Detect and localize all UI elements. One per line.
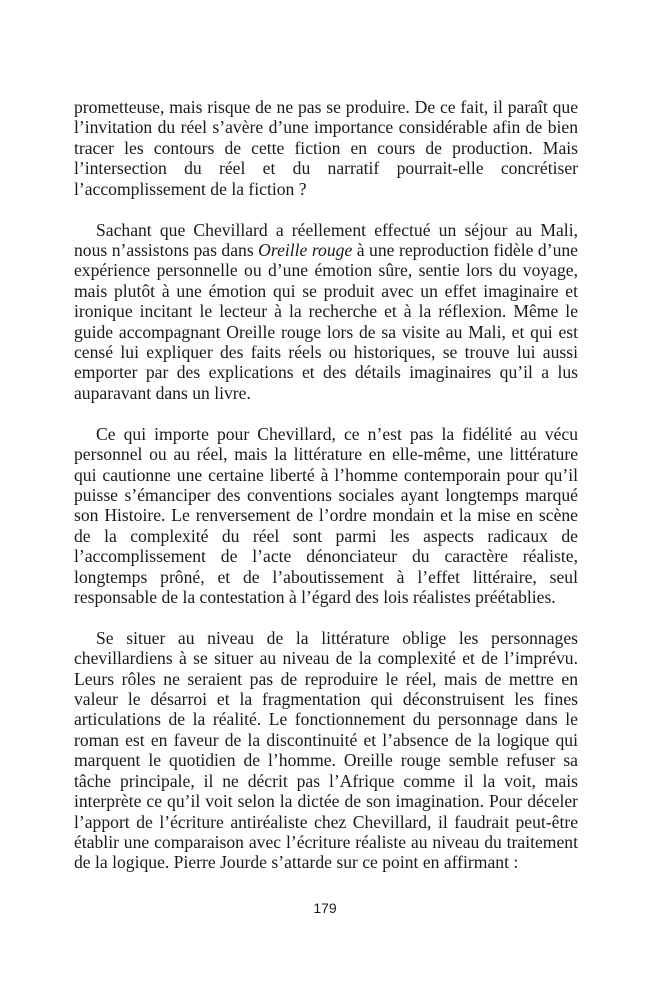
paragraph-1-text: prometteuse, mais risque de ne pas se produire. De ce fait, il paraît que l’invitation du réel s’avère d’une importance considérable afin de bien tracer les contours de cette fiction en cours de production. Mais l’intersection du réel et du narratif pourrait-elle concrétiser l’accomplissement de la fiction ? [74, 97, 578, 199]
page-body [74, 97, 578, 873]
paragraph-2-text-a: Sachant que Chevillard a réellement effectué un séjour au Mali, nous n’assistons pas dans [74, 219, 578, 260]
paragraph-3 [74, 424, 578, 608]
paragraph-4 [74, 628, 578, 873]
page-number: 179 [313, 900, 337, 916]
paragraph-1 [74, 97, 578, 199]
paragraph-4-text: Se situer au niveau de la littérature oblige les personnages chevillardiens à se situer au niveau de la complexité et de l’imprévu. Leurs rôles ne seraient pas de reproduire le réel, mais de mettre en valeur le désarroi et la fragmentation qui déconstruisent les fines articulations de la réalité. Le fonctionnement du personnage dans le roman est en faveur de la discontinuité et l’absence de la logique qui marquent le quotidien de l’homme. Oreille rouge semble refuser sa tâche principale, il ne décrit pas l’Afrique comme il la voit, mais interprète ce qu’il voit selon la dictée de son imagination. Pour déceler l’apport de l’écriture antiréaliste chez Chevillard, il faudrait peut-être établir une comparaison avec l’écriture réaliste au niveau du traitement de la logique. Pierre Jourde s’attarde sur ce point en affirmant : [74, 627, 578, 873]
book-title-oreille-rouge: Oreille rouge [258, 239, 353, 260]
paragraph-2-text-b: à une reproduction fidèle d’une expérience personnelle ou d’une émotion sûre, sentie lors du voyage, mais plutôt à une émotion qui se produit avec un effet imaginaire et ironique incitant le lecteur à la recherche et à la réflexion. Même le guide accompagnant Oreille rouge lors de sa visite au Mali, et qui est censé lui expliquer des faits réels ou historiques, se trouve lui aussi emporter par des explications et des détails imaginaires qu’il a lus auparavant dans un livre. [74, 239, 578, 403]
paragraph-2 [74, 220, 578, 404]
paragraph-3-text: Ce qui importe pour Chevillard, ce n’est pas la fidélité au vécu personnel ou au réel, mais la littérature en elle-même, une littérature qui cautionne une certaine liberté à l’homme contemporain pour qu’il puisse s’émanciper des conventions sociales ayant longtemps marqué son Histoire. Le renversement de l’ordre mondain et la mise en scène de la complexité du réel sont parmi les aspects radicaux de l’accomplissement de l’acte dénonciateur du caractère réaliste, longtemps prôné, et de l’aboutissement à l’effet littéraire, seul responsable de la contestation à l’égard des lois réalistes préétablies. [74, 423, 578, 607]
